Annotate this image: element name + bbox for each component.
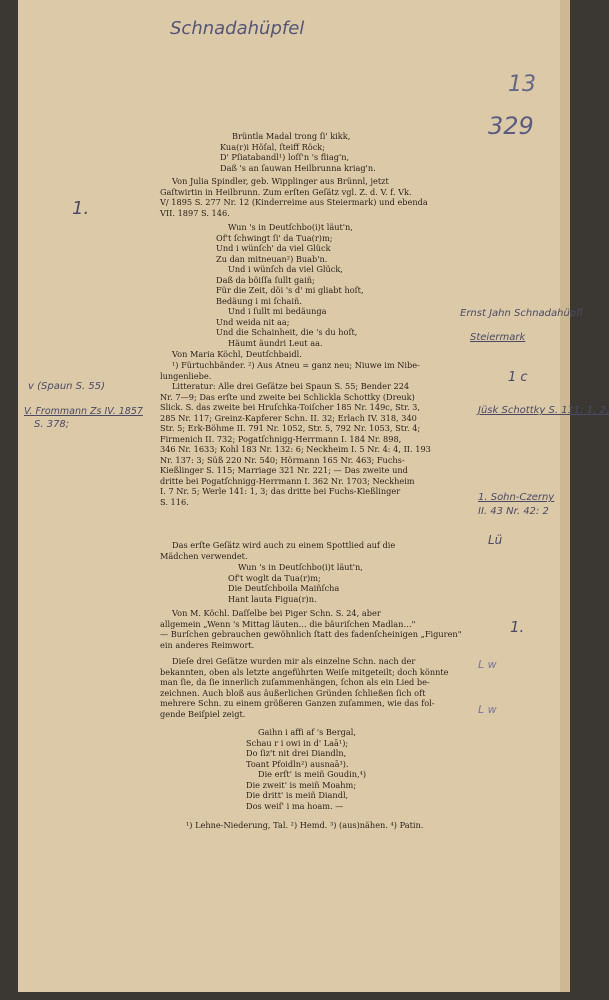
- margin-note-right-6: 1. Sohn-Czerny: [478, 492, 555, 503]
- text-line: Dieſe drei Geſätze wurden mir als einzelne Schn. nach der: [172, 656, 416, 666]
- footnote-line: lungenliebe.: [160, 370, 212, 381]
- poem-line: Gaihn i affi af 's Bergal,: [258, 727, 357, 737]
- margin-note-right-1: Ernst Jahn Schnadahüpfl: [460, 308, 583, 319]
- margin-ref-left-2: V. Frommann Zs IV. 1857: [24, 406, 143, 417]
- margin-note-right-5: Jüsk Schottky S. 111: 1, 2,: [478, 405, 609, 416]
- margin-ref-left-1: v (Spaun S. 55): [28, 381, 106, 392]
- text-line: allgemein „Wenn 's Mittag läuten… die bäuriſchen Madlan…": [160, 618, 416, 629]
- text-line: Mädchen verwendet.: [160, 550, 248, 561]
- handwritten-title: Schnadahüpfel: [170, 18, 305, 39]
- poem-line: Of't woglt da Tua(r)m;: [228, 572, 321, 583]
- literature-line: Nr. 137: 3; Süß 220 Nr. 540; Hörmann 165 Nr. 463; Fuchs-: [160, 454, 405, 465]
- poem-1: [0, 131, 580, 173]
- poem-3: [0, 562, 580, 604]
- literature-line: Litteratur: Alle drei Geſätze bei Spaun S. 55; Bender 224: [172, 381, 410, 391]
- poem-line: Und i wünſch da viel Glück,: [228, 264, 343, 274]
- margin-ref-left-3: S. 378;: [34, 419, 70, 430]
- literature-line: Firmenich II. 732; Pogatſchnigg-Herrmann I. 184 Nr. 898,: [160, 433, 402, 444]
- margin-note-right-10: L w: [478, 658, 497, 671]
- text-line: Das erſte Geſätz wird auch zu einem Spottlied auf die: [172, 540, 396, 550]
- text-line: — Burſchen gebrauchen gewöhnlich ſtatt des fadenſcheinigen „Figuren": [160, 629, 462, 639]
- poem-line: Kua(r)i Höſal, ſteiff Röck;: [220, 141, 326, 152]
- footnote-line: ¹) Fürtuchbänder. ²) Aus Atneu = ganz neu; Niuwe im Nibe-: [172, 360, 420, 370]
- poem-line: Toant Pfoidln²) ausnaā³).: [246, 758, 349, 769]
- literature-line: I. 7 Nr. 5; Werle 141: 1, 3; das dritte bei Fuchs-Kießlinger: [160, 486, 401, 496]
- poem-line: Die Deutſchboila Maiñſcha: [228, 583, 340, 593]
- poem-line: Daß da böiſſa ſullt gaiñ;: [216, 274, 315, 285]
- spottlied-paragraph: [160, 540, 550, 561]
- poem-line: Und i ſullt mi bedäunga: [228, 306, 327, 316]
- poem-line: Bedäung i mi ſchaiñ.: [216, 295, 302, 306]
- poem-line: Die erſt' is meiñ Goudin,⁴): [258, 769, 367, 779]
- margin-note-right-8: Lü: [488, 533, 503, 547]
- literature-line: Kießlinger S. 115; Marriage 321 Nr. 221; — Das zweite und: [160, 465, 408, 475]
- poem-line: Die dritt' is meiñ Diandl,: [246, 790, 349, 800]
- literature-line: Nr. 7—9; Das erſte und zweite bei Schlickla Schottky (Dreuk): [160, 391, 415, 402]
- poem-line: Für die Zeit, döi 's d' mi gliabt hoſt,: [216, 285, 364, 295]
- footnotes-b: ¹) Lehne-Niederung, Tal. ²) Hemd. ³) (aus)nähen. ⁴) Patin.: [186, 820, 424, 830]
- poem-line: Brüntla Madal trong ſi' kikk,: [232, 131, 351, 141]
- footnotes-a: [160, 360, 550, 381]
- poem-line: D' Pſiatabandl¹) loſſ'n 's fliag'n,: [220, 152, 350, 162]
- literature-block: [160, 381, 550, 507]
- text-line: ein anderes Reimwort.: [160, 639, 255, 650]
- text-line: man ſie, da ſie innerlich zuſammenhängen, ſchon als ein Lied be-: [160, 677, 430, 687]
- poem-line: Dos weiſ' i ma hoam. —: [246, 800, 344, 811]
- poem-line: Schau r i owi in d' Laā¹);: [246, 737, 349, 748]
- margin-number-left: 1.: [72, 198, 90, 219]
- text-line: V/ 1895 S. 277 Nr. 12 (Kinderreime aus Steiermark) und ebenda: [160, 197, 428, 207]
- margin-note-right-7: II. 43 Nr. 42: 2: [478, 506, 549, 517]
- poem-line: Wun 's in Deutſchbo(i)t läut'n,: [228, 222, 353, 232]
- poem-line: Of't ſchwingt ſi' da Tua(r)m;: [216, 232, 333, 243]
- poem-line: Hant lauta Figua(r)n.: [228, 593, 317, 604]
- text-line: VII. 1897 S. 146.: [160, 207, 230, 218]
- poem-line: Do ſiz't nit drei Diandln,: [246, 748, 347, 758]
- poem-line: Die zweit' is meiñ Moahm;: [246, 779, 357, 790]
- poem-line: Und die Schainheit, die 's du hoſt,: [216, 327, 358, 337]
- poem-2: [0, 222, 580, 348]
- poem-line: Häumt äundri Leut aa.: [228, 337, 323, 348]
- margin-note-right-9: 1.: [510, 618, 525, 636]
- text-line: bekannten, oben als letzte angeführten Weiſe mitgeteilt; doch könnte: [160, 666, 449, 677]
- commentary-paragraph: [160, 656, 550, 719]
- literature-line: 285 Nr. 117; Greinz-Kapferer Schn. II. 32; Erlach IV. 318, 340: [160, 412, 417, 423]
- margin-note-right-11: L w: [478, 703, 497, 716]
- poem-line: Und weida nit aa;: [216, 316, 290, 327]
- text-line: gende Beiſpiel zeigt.: [160, 708, 246, 719]
- literature-line: S. 116.: [160, 496, 189, 507]
- text-line: Von Julia Spindler, geb. Wipplinger aus Brünnl, jetzt: [172, 176, 389, 186]
- source-paragraph-1: [160, 176, 550, 218]
- text-line: Gaſtwirtin in Heilbrunn. Zum erſten Geſätz vgl. Z. d. V. f. Vk.: [160, 186, 412, 197]
- author-line-2: Von Maria Köchl, Deutſchbaidl.: [172, 349, 302, 359]
- page-number-main: 329: [488, 112, 534, 140]
- poem-line: Und i wünſch' da viel Glück: [216, 243, 331, 253]
- literature-line: dritte bei Pogatſchnigg-Herrmann I. 362 Nr. 1703; Neckheim: [160, 475, 415, 486]
- margin-note-right-3: 1 c: [508, 370, 528, 385]
- margin-note-right-2: Steiermark: [470, 332, 526, 343]
- text-line: mehrere Schn. zu einem größeren Ganzen zuſammen, wie das fol-: [160, 698, 435, 708]
- literature-line: Str. 5; Erk-Böhme II. 791 Nr. 1052, Str. 5, 792 Nr. 1053, Str. 4;: [160, 423, 421, 433]
- text-line: Von M. Köchl. Daſſelbe bei Piger Schn. S. 24, aber: [172, 608, 381, 618]
- page-number-top: 13: [508, 72, 536, 97]
- poem-4: [0, 727, 580, 811]
- literature-line: Slick. S. das zweite bei Hruſchka-Toiſcher 185 Nr. 149c, Str. 3,: [160, 402, 420, 412]
- poem-line: Wun 's in Deutſchbo(i)t läut'n,: [238, 562, 363, 572]
- text-line: zeichnen. Auch bloß aus äußerlichen Gründen ſchließen ſich oft: [160, 687, 426, 698]
- source-paragraph-3: [160, 608, 550, 650]
- literature-line: 346 Nr. 1633; Kohl 183 Nr. 132: 6; Neckheim I. 5 Nr. 4: 4, II. 193: [160, 444, 431, 454]
- poem-line: Zu dan mitneuan²) Buab'n.: [216, 253, 328, 264]
- poem-line: Daß 's an ſauwan Heilbrunna kriag'n.: [220, 162, 376, 173]
